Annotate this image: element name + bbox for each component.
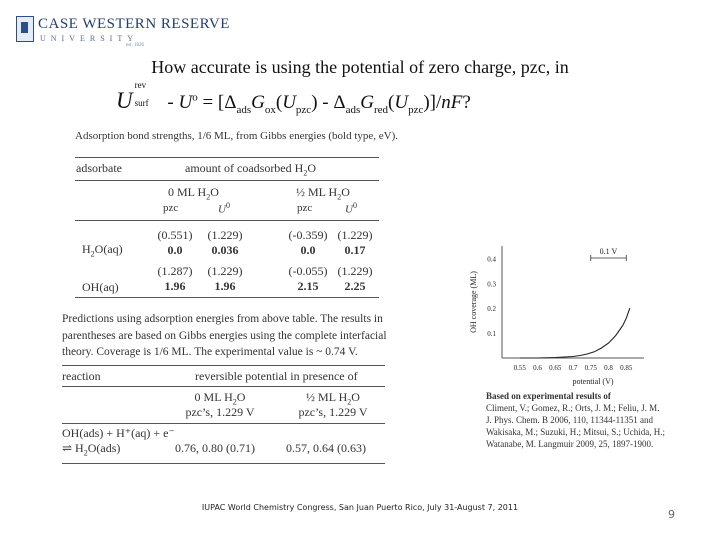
slide-title: How accurate is using the potential of zero charge, pzc, in xyxy=(151,57,569,77)
table1-caption: Adsorption bond strengths, 1/6 ML, from Gibbs energies (bold type, eV). xyxy=(75,130,399,142)
table1-row1-label xyxy=(82,242,123,258)
table1-sub-u0-b xyxy=(345,201,357,216)
references xyxy=(486,390,666,450)
formula-u1: U xyxy=(282,92,296,113)
table1-col-0ml xyxy=(168,185,219,201)
predictions-paragraph: Predictions using adsorption energies from above table. The results in parentheses are based on Gibbs energies using the complete interfacial theory. Coverage is 1/6 ML. The experimental value is ~ 0.74 V. xyxy=(62,313,387,358)
table1-col-0ml-tail: O xyxy=(210,185,219,199)
formula-u-sup: rev xyxy=(134,80,147,90)
table2-header-potential: reversible potential in presence of xyxy=(195,369,358,383)
table1-sub-u0-a-sup: 0 xyxy=(225,201,230,210)
formula-ox: ox xyxy=(264,103,276,116)
formula-pzc2: pzc xyxy=(408,103,424,116)
oh-coverage-chart xyxy=(462,240,652,390)
logo-name: CASE WESTERN RESERVE xyxy=(38,16,230,32)
table1-header-amount-sub: 2 xyxy=(303,168,308,178)
formula-u2: U xyxy=(394,92,409,113)
x-tick-label: 0.6 xyxy=(533,364,542,372)
table1-cell-bold: 2.25 xyxy=(344,279,366,293)
table1-sub-pzc-b: pzc xyxy=(297,202,313,214)
table1-header-rule xyxy=(75,180,379,181)
table1-cell-bold: 0.17 xyxy=(344,243,366,257)
formula-open1: ( xyxy=(275,92,283,113)
table1-cell: (-0.055) xyxy=(288,264,328,278)
table1-row1-label-sub: 2 xyxy=(90,249,95,259)
y-tick-label: 0.1 xyxy=(487,330,496,339)
table1-col-0ml-sub: 2 xyxy=(206,192,211,202)
table1-sub-u0-a-text: U xyxy=(218,203,226,216)
x-tick-label: 0.65 xyxy=(549,364,562,372)
formula-u-sub: surf xyxy=(134,98,149,108)
table1-header-amount-text: amount of coadsorbed H xyxy=(185,161,304,175)
table2-col-half-tail: O xyxy=(351,390,360,404)
table2-col-half-line2: pzc’s, 1.229 V xyxy=(298,405,368,419)
table1-row1-label-text: H xyxy=(82,242,91,256)
table1-col-half-text: ½ ML H xyxy=(296,185,338,199)
table1-cell: (1.229) xyxy=(207,264,243,278)
formula-end: ? xyxy=(462,92,471,113)
table2-value-half: 0.57, 0.64 (0.63) xyxy=(286,441,366,455)
table1-header-adsorbate: adsorbate xyxy=(76,161,122,175)
table2-col-0ml-line2: pzc’s, 1.229 V xyxy=(185,405,255,419)
table2-col-0ml-sub: 2 xyxy=(232,397,237,407)
table2-col-half xyxy=(288,390,378,406)
x-axis-label: potential (V) xyxy=(572,377,614,386)
y-tick-label: 0.3 xyxy=(487,280,496,289)
table1-sub-pzc-a: pzc xyxy=(163,202,179,214)
formula-ads2: ads xyxy=(345,103,361,116)
x-tick-label: 0.75 xyxy=(584,364,597,372)
table1-col-half-sub: 2 xyxy=(337,192,342,202)
table1-bottom-rule xyxy=(75,297,379,298)
conference-footer: IUPAC World Chemistry Congress, San Juan Puerto Rico, July 31-August 7, 2011 xyxy=(201,503,519,512)
table2-top-rule xyxy=(62,365,385,366)
table1-header-amount-tail: O xyxy=(307,161,316,175)
table1-sub-u0-b-text: U xyxy=(345,203,353,216)
table2-col-0ml-text: 0 ML H xyxy=(194,390,233,404)
y-tick-label: 0.4 xyxy=(487,255,496,264)
y-tick-label: 0.2 xyxy=(487,305,496,314)
table1-cell-bold: 1.96 xyxy=(164,279,186,293)
table2-value-0ml: 0.76, 0.80 (0.71) xyxy=(175,441,255,455)
references-body: Climent, V.; Gomez, R.; Orts, J. M.; Feliu, J. M. J. Phys. Chem. B 2006, 110, 11344-11351 and Wakisaka, M.; Suzuki, H.; Mitsui, S.; Uchida, H.; Watanabe, M. Langmuir 2009, 25, 1897-1900. xyxy=(486,403,666,449)
table1-header-amount xyxy=(185,161,316,177)
annotation-label: 0.1 V xyxy=(599,247,618,256)
references-lead: Based on experimental results of xyxy=(486,391,611,401)
table2-reaction-line2-sub: 2 xyxy=(83,448,88,458)
formula-u0-sup: o xyxy=(192,91,198,104)
table1-cell: (1.229) xyxy=(337,228,373,242)
table1-cell-bold: 1.96 xyxy=(214,279,236,293)
table1-subheader-rule xyxy=(75,220,379,221)
x-tick-label: 0.55 xyxy=(513,364,526,372)
university-logo xyxy=(16,16,230,50)
table2-header-reaction: reaction xyxy=(62,369,101,383)
table1-cell: (1.229) xyxy=(337,264,373,278)
formula-close1: ) - Δ xyxy=(311,92,346,113)
logo-university: UNIVERSITY xyxy=(40,34,138,43)
table1-cell: (1.229) xyxy=(207,228,243,242)
table1-sub-u0-a xyxy=(218,201,230,216)
table1-col-half-tail: O xyxy=(341,185,350,199)
formula-g1: G xyxy=(251,92,265,113)
table1-sub-u0-b-sup: 0 xyxy=(352,201,357,210)
formula-u-scripts xyxy=(133,80,163,108)
table1-cell-bold: 0.036 xyxy=(211,243,239,257)
table2-col-0ml-tail: O xyxy=(236,390,246,404)
formula-minus: - xyxy=(162,92,179,113)
table2-subheader-rule xyxy=(62,423,385,424)
formula-nf: nF xyxy=(441,92,463,113)
coverage-curve xyxy=(520,308,630,358)
table1-cell: (-0.359) xyxy=(288,228,328,242)
formula-red: red xyxy=(373,103,389,116)
table2-reaction-line2-a: ⇌ H xyxy=(62,441,84,455)
x-tick-label: 0.7 xyxy=(568,364,578,372)
y-axis-label: OH coverage (ML) xyxy=(469,271,478,333)
table2-header-rule xyxy=(62,386,385,387)
table1-row2-label-text: OH(aq) xyxy=(82,280,119,294)
formula-pzc1: pzc xyxy=(295,103,312,116)
formula-g2: G xyxy=(360,92,374,113)
x-tick-label: 0.8 xyxy=(604,364,613,372)
table2-bottom-rule xyxy=(62,463,385,464)
table1-cell-bold: 0.0 xyxy=(300,243,316,257)
table2-col-half-text: ½ ML H xyxy=(306,390,348,404)
table1-cell: (1.287) xyxy=(157,264,193,278)
table1-col-half xyxy=(296,185,350,201)
table1-col-0ml-text: 0 ML H xyxy=(168,185,207,199)
table2-col-0ml xyxy=(175,390,265,406)
formula-u0: U xyxy=(178,92,193,113)
table1-top-rule xyxy=(75,157,379,158)
formula-u-symbol: U xyxy=(116,88,133,113)
table1-row2-label xyxy=(82,280,119,295)
formula-ads1: ads xyxy=(236,103,252,116)
x-tick-label: 0.85 xyxy=(620,364,633,372)
table2-col-half-sub: 2 xyxy=(347,397,352,407)
formula xyxy=(116,80,471,116)
logo-established: est. 1826 xyxy=(126,43,145,48)
table1-cell: (0.551) xyxy=(157,228,193,242)
formula-open2: ( xyxy=(388,92,395,113)
table1-row1-label-tail: O(aq) xyxy=(94,242,123,256)
table2-reaction-line2 xyxy=(62,441,120,457)
university-seal-icon xyxy=(16,16,34,42)
formula-equals: = [Δ xyxy=(197,92,237,113)
table1-cell-bold: 0.0 xyxy=(167,243,183,257)
chart-root xyxy=(469,246,644,386)
page-number: 9 xyxy=(668,508,675,521)
table1-cell-bold: 2.15 xyxy=(297,279,319,293)
formula-close2: )]/ xyxy=(423,92,442,113)
table2-reaction-line2-b: O(ads) xyxy=(87,441,121,455)
table2-reaction-line1: OH(ads) + H⁺(aq) + e⁻ xyxy=(62,426,175,440)
